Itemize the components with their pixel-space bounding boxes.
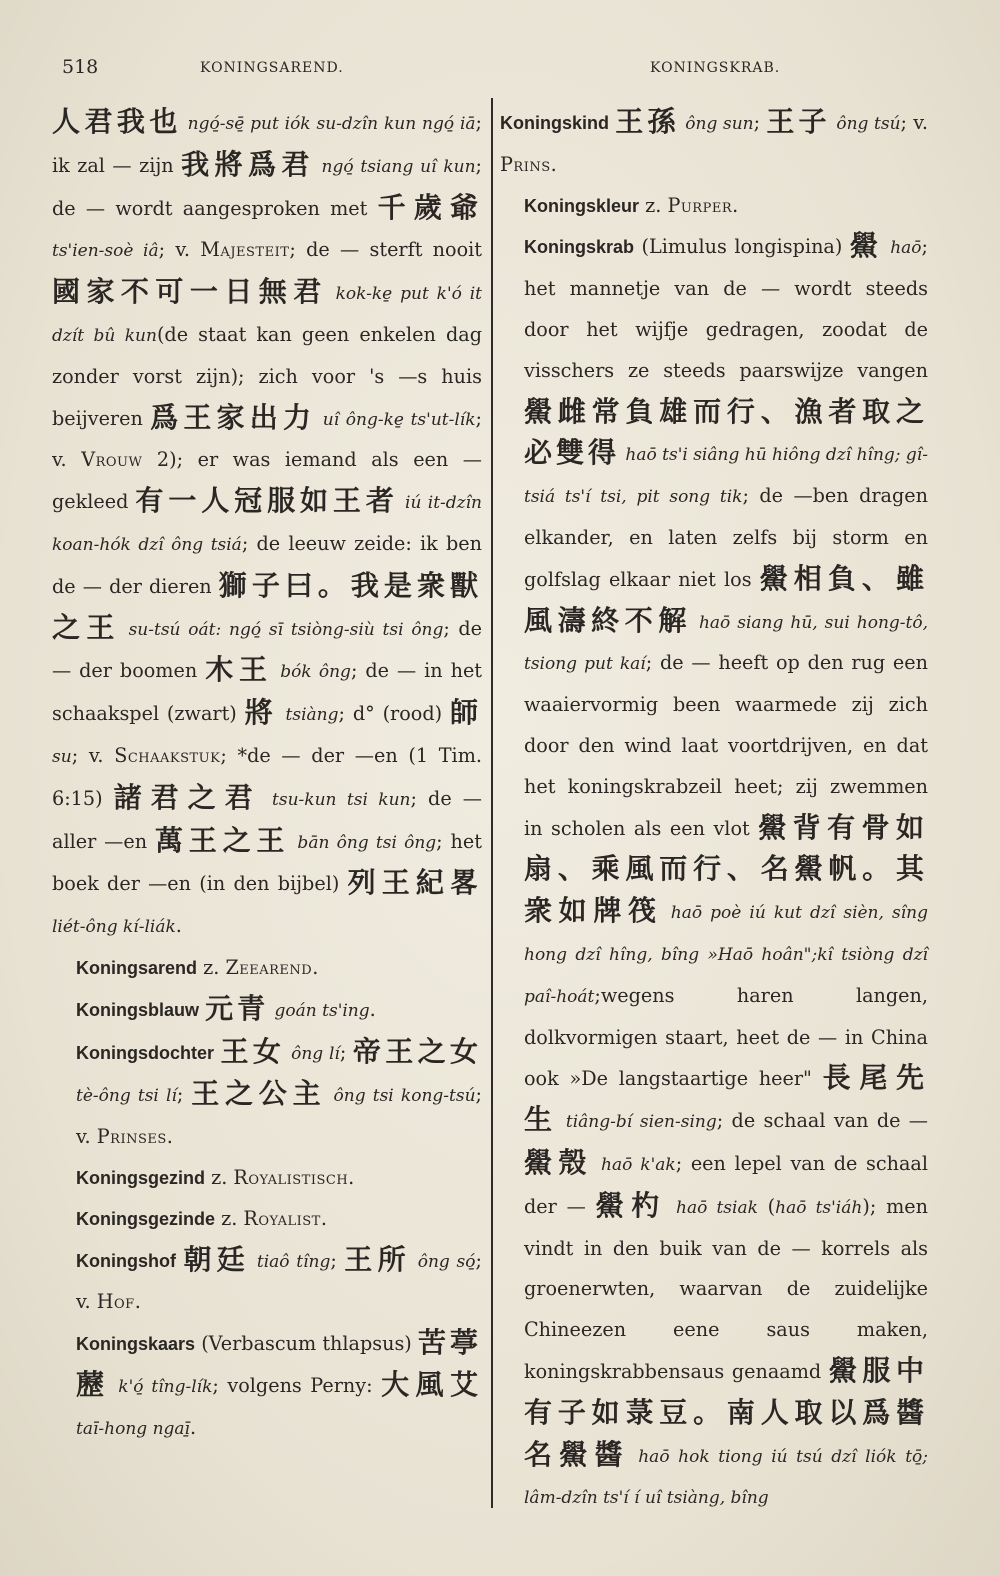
entry-text: ; v. [52, 406, 482, 472]
chinese-characters: 鱟 [849, 229, 884, 263]
romanization: haō ts'i siâng hū hiông dzî hîng; gî-tsiá ts'í tsi, pit song tik [524, 445, 928, 508]
chinese-characters: 苦葶藶 [76, 1326, 482, 1401]
headword: Koningskind [500, 113, 609, 133]
cross-reference: Prinses [96, 1125, 167, 1149]
chinese-characters: 鱟背有骨如扇、乘風而行、名鱟帆。其衆如牌筏 [524, 810, 928, 928]
entry-text: ; d° (rood) [338, 702, 450, 726]
romanization: tsu-kun tsi kun [261, 789, 411, 810]
entry-text: (de staat kan geen enkelen dag zonder vorst zijn); zich voor 's —s huis beijveren [52, 322, 482, 430]
chinese-characters: 我將爲君 [181, 147, 315, 181]
dictionary-entry [500, 102, 928, 186]
romanization: haō siang hū, sui hong-tô, tsiong put kaí [524, 612, 928, 675]
dictionary-entry [52, 102, 482, 948]
cross-reference: Hof [96, 1290, 135, 1314]
chinese-characters: 大風艾 [381, 1367, 482, 1401]
headword: Koningskaars [76, 1334, 196, 1355]
entry-text: . [166, 1125, 173, 1149]
cross-reference: Purper [667, 193, 733, 217]
cross-reference: Schaakstuk [114, 743, 221, 767]
romanization: ngó̱ tsiang uî kun [314, 156, 476, 177]
chinese-characters: 鱟殼 [524, 1145, 594, 1179]
chinese-characters: 爲王家出力 [150, 400, 317, 434]
entry-text: ; de — sterft nooit [289, 238, 482, 262]
cross-reference: Zeearend [225, 955, 313, 979]
entry-text: ; v. [71, 743, 115, 767]
entry-text: . [320, 1206, 327, 1230]
left-running-head: KONINGSAREND. [200, 60, 344, 76]
dictionary-entry [52, 1032, 482, 1158]
romanization: haō tsiak [666, 1197, 758, 1218]
chinese-characters: 元青 [205, 991, 270, 1025]
chinese-characters: 萬王之王 [154, 823, 291, 857]
chinese-characters: 人君我也 [52, 105, 182, 138]
entry-text: ); men vindt in den buik van de — korrels als groenerwten, waarvan de zuidelijke Chineezen eene saus maken, koningskrabbensaus genaamd [524, 1194, 928, 1383]
romanization: ông sun [679, 114, 754, 134]
entry-text: ; [753, 111, 767, 134]
dictionary-entry [500, 226, 928, 1519]
entry-text: . [175, 914, 182, 938]
dictionary-entry [52, 1240, 482, 1324]
romanization: tè-ông tsi lí [76, 1086, 177, 1107]
entry-text: z. [215, 1206, 244, 1230]
entry-text: . [134, 1290, 141, 1314]
romanization: tiaô tîng [250, 1251, 331, 1272]
romanization: su-tsú oát: ngó̱ sī tsiòng-siù tsi ông [120, 619, 444, 640]
dictionary-entry [52, 1158, 482, 1199]
romanization: goán ts'ing [269, 1000, 370, 1021]
entry-text: ; ik zal — zijn [52, 111, 482, 177]
entry-text: ; v. [158, 238, 201, 262]
entry-text: . [550, 152, 557, 176]
page-header [0, 56, 1000, 86]
entry-text: ; de — wordt aangesproken met [52, 153, 482, 220]
romanization: kok-ke̱ put k'ó it dzít bû kun [52, 284, 482, 346]
romanization: iú it-dzîn koan-hók dzî ông tsiá [52, 493, 482, 555]
cross-reference: Royalist [243, 1206, 321, 1230]
chinese-characters: 帝王之女 [352, 1034, 482, 1068]
romanization: ngó̱-sē̱ put iók su-dzîn kun ngó̱ iā [181, 114, 476, 134]
entry-text: . [189, 1415, 197, 1439]
entry-text: ; volgens Perny: [212, 1373, 382, 1397]
entry-text: ; v. [76, 1248, 482, 1314]
romanization: su [52, 746, 72, 767]
dictionary-entry [52, 1323, 482, 1449]
entry-text: ; de leeuw zeide: ik ben de — der dieren [52, 531, 482, 598]
dictionary-entry [52, 1199, 482, 1240]
romanization: ông tsi kong-tsú [326, 1086, 476, 1107]
entry-text: z. [197, 955, 226, 979]
chinese-characters: 有一人冠服如王者 [135, 484, 399, 518]
entry-text: ; de — heeft op den rug een waaiervormig been waarmede zij zich door den wind laat voortdrijven, en dat het koningskrabzeil heet; zij zwemmen in scholen als een vlot [524, 651, 929, 840]
entry-text: (Verbascum thlapsus) [195, 1332, 418, 1356]
chinese-characters: 鱟杓 [595, 1188, 667, 1222]
entry-text: ( [757, 1194, 776, 1218]
romanization: k'ó̱ tîng-lík [110, 1376, 213, 1397]
headword: Koningskrab [524, 237, 635, 258]
entry-text: . [732, 193, 739, 217]
chinese-characters: 國家不可一日無君 [52, 275, 328, 309]
entry-text: ; [176, 1083, 192, 1107]
entry-text: ; het boek der —en (in den bijbel) [52, 829, 482, 896]
chinese-characters: 諸君之君 [113, 780, 262, 814]
chinese-characters: 朝廷 [183, 1242, 251, 1276]
chinese-characters: 王之公主 [191, 1077, 327, 1111]
chinese-characters: 鱟雌常負雄而行、漁者取之必雙得 [524, 394, 928, 470]
chinese-characters: 將 [244, 696, 279, 730]
chinese-characters: 長尾先生 [524, 1061, 928, 1137]
romanization: haō hok tiong iú tsú dzî liók tō̱; lâm-dzîn ts'í í uî tsiàng, bîng [524, 1446, 928, 1509]
romanization: haō k'ak [593, 1154, 676, 1175]
entry-text: ; de schaal van de — [716, 1109, 928, 1133]
romanization: haō poè iú kut dzî sièn, sîng hong dzî hîng, bîng »Haō hoân";kî tsiòng dzî paî-hoát [524, 903, 928, 1007]
romanization: tsiàng [278, 705, 339, 726]
headword: Koningsdochter [76, 1042, 214, 1063]
entry-text: ; de — der boomen [52, 616, 482, 683]
entry-text: ; een lepel van de schaal der — [524, 1151, 928, 1218]
chinese-characters: 王女 [220, 1034, 286, 1068]
chinese-characters: 獅子曰。我是衆獸之王 [52, 568, 482, 644]
chinese-characters: 王子 [766, 105, 831, 138]
headword: Koningskleur [524, 195, 640, 216]
cross-reference: Vrouw [81, 448, 143, 472]
romanization: tiâng-bí sien-sing [558, 1112, 717, 1133]
entry-text: . [348, 1165, 355, 1189]
chinese-characters: 木王 [205, 653, 273, 687]
headword: Koningshof [76, 1250, 176, 1271]
entry-text: ;wegens haren langen, dolkvormigen staart, heet de — in China ook »De langstaartige heer" [524, 983, 928, 1091]
entry-text: . [369, 997, 376, 1021]
entry-text: ; de — aller —en [52, 786, 482, 853]
entry-text: ; de — in het schaakspel (zwart) [52, 659, 483, 726]
headword: Koningsarend [76, 957, 198, 978]
entry-text: . [312, 955, 319, 979]
entry-text: ; v. [76, 1083, 482, 1149]
romanization: bók ông [272, 662, 351, 683]
headword: Koningsblauw [76, 999, 199, 1020]
chinese-characters: 千歲爺 [377, 190, 482, 224]
entry-text: ; de —ben dragen elkander, en laten zelfs bij storm en golfslag elkaar niet los [524, 484, 928, 591]
romanization: ông só̱ [411, 1251, 476, 1272]
entry-text: z. [639, 193, 668, 217]
entry-text: z. [205, 1165, 234, 1189]
chinese-characters: 師 [449, 696, 482, 730]
cross-reference: Majesteit [200, 238, 290, 262]
dictionary-entry [500, 186, 928, 227]
romanization: uî ông-ke̱ ts'ut-lík [316, 409, 476, 430]
page-number: 518 [62, 56, 99, 78]
chinese-characters: 鱟相負、雖風濤終不解 [524, 561, 928, 637]
right-running-head: KONINGSKRAB. [650, 60, 781, 76]
romanization: taī-hong ngaī̱ [76, 1418, 190, 1439]
dictionary-entry [52, 948, 482, 989]
entry-text: (Limulus longispina) [634, 235, 850, 259]
chinese-characters: 王所 [344, 1242, 411, 1276]
right-column [500, 102, 928, 1519]
romanization: liét-ông kí-liák [52, 917, 176, 938]
entry-text: ; v. [900, 111, 928, 134]
romanization: ông lí [285, 1043, 340, 1064]
chinese-characters: 鱟服中有子如菉豆。南人取以爲醬名鱟醬 [524, 1353, 928, 1471]
cross-reference: Royalistisch [233, 1165, 349, 1189]
entry-text: ; *de — der —en (1 Tim. 6:15) [52, 743, 482, 810]
left-column [52, 102, 482, 1450]
chinese-characters: 王孫 [615, 105, 680, 138]
chinese-characters: 列王紀畧 [347, 866, 482, 900]
column-divider [491, 98, 493, 1508]
headword: Koningsgezinde [76, 1208, 215, 1229]
romanization: bān ông tsi ông [290, 832, 437, 853]
romanization: haō ts'iáh [775, 1197, 863, 1218]
entry-text: ; [339, 1040, 353, 1064]
romanization: haō [883, 238, 922, 259]
entry-text: ; het mannetje van de — wordt steeds door het wijfje gedragen, zoodat de visschers ze steeds paarswijze vangen [524, 235, 928, 382]
romanization: ts'ien-soè iâ [52, 241, 159, 262]
cross-reference: Prins [500, 152, 551, 176]
headword: Koningsgezind [76, 1167, 205, 1188]
entry-text: 2); er was iemand als een — gekleed [52, 448, 482, 514]
entry-text: ; [330, 1248, 345, 1272]
dictionary-entry [52, 989, 482, 1032]
romanization: ông tsú [830, 114, 901, 134]
